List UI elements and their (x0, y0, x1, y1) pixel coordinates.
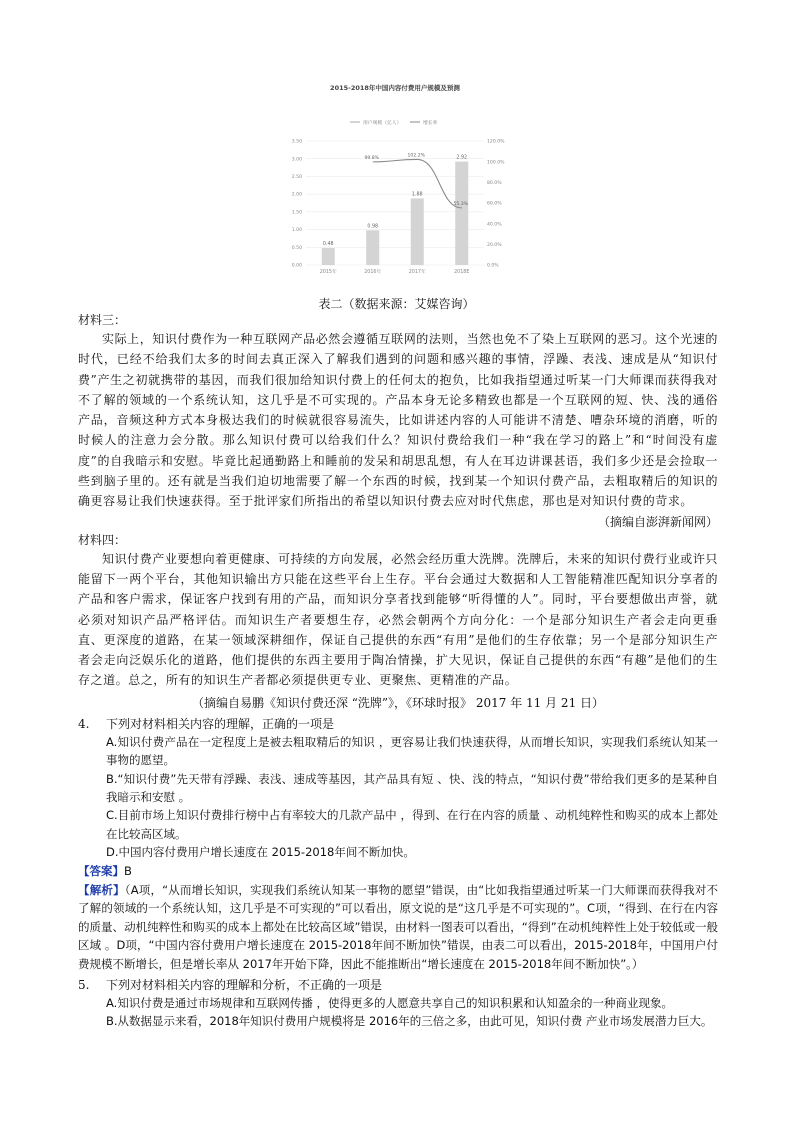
y-left-tick: 3.50 (291, 139, 302, 145)
question-5 (78, 976, 718, 1031)
y-right-tick: 0.0% (487, 263, 499, 269)
question-5-stem (78, 976, 718, 994)
y-left-tick: 1.50 (291, 210, 302, 216)
y-right-tick: 100.0% (487, 160, 505, 166)
analysis-label: 【解析】 (78, 882, 125, 897)
question-4-answer (78, 862, 718, 881)
bar-value-label: 0.98 (367, 224, 379, 230)
y-right-tick: 60.0% (487, 201, 502, 207)
question-4-text: 下列对材料相关内容的理解，正确的一项是 (106, 716, 335, 731)
bar-value-label: 2.92 (456, 155, 468, 161)
user-scale-chart (280, 78, 510, 283)
question-4-number: 4. (78, 716, 90, 731)
chart-figure (280, 78, 510, 283)
y-left-tick: 0.50 (291, 245, 302, 251)
x-tick-label: 2016年 (364, 270, 382, 275)
chart-legend (350, 119, 438, 126)
y-axis-right (487, 139, 505, 269)
question-4-option-a: A.知识付费产品在一定程度上是被去粗取精后的知识 ，更容易让我们快速获得，从而增长知识，实现我们系统认知某一事物的愿望。 (106, 734, 718, 768)
x-tick-label: 2018E (454, 270, 470, 275)
y-right-tick: 20.0% (487, 242, 502, 248)
y-left-tick: 2.50 (291, 175, 302, 181)
question-5-option-b: B.从数据显示来看，2018年知识付费用户规模将是 2016年的三倍之多，由此可见，知识付费 产业市场发展潜力巨大。 (106, 1013, 713, 1028)
bar-2016年 (366, 230, 379, 265)
material3-title: 材料三： (78, 313, 127, 327)
question-5-number: 5. (78, 977, 90, 992)
answer-label: 【答案】 (78, 863, 124, 878)
bar-value-label: 1.88 (411, 192, 423, 198)
legend-label-line: 增长率 (423, 121, 438, 126)
chart-bars (322, 155, 469, 265)
question-4-option-c: C.目前市场上知识付费排行榜中占有率较大的几款产品中 ，得到、在行在内容的质量 、动机纯粹性和购买的成本上都处在比较高区域。 (106, 808, 718, 841)
question-4-option-d: D.中国内容付费用户增长速度在 2015-2018年间不断加快。 (106, 845, 415, 860)
y-right-tick: 80.0% (487, 180, 502, 186)
question-4-analysis (78, 881, 718, 974)
x-tick-label: 2015年 (319, 270, 337, 275)
question-5-text: 下列对材料相关内容的理解和分析，不正确的一项是 (106, 977, 383, 992)
bar-2017年 (411, 198, 424, 265)
x-tick-label: 2017年 (408, 270, 426, 275)
material4-text: 知识付费产业要想向着更健康、可持续的方向发展，必然会经历重大洗牌。洗牌后，未来的知识付费行业或许只能留下一两个平台，其他知识输出方只能在这些平台上生存。平台会通过大数据和人工智能精准匹配知识分享者的产品和客户需求，保证客户找到有用的产品，而知识分享者找到能够“听得懂的人”。同时，平台要想做出声誉，就必须对知识产品严格评估。而知识生产者要想生存，必然会朝两个方向分化：一个是部分知识生产者会走向更垂直、更深度的道路，在某一领域深耕细作，保证自己提供的东西“有用”是他们的生存依靠；另一个是部分知识生产者会走向泛娱乐化的道路，他们提供的东西主要用于陶冶情操，扩大见识，保证自己提供的东西“有趣”是他们的生存之道。总之，所有的知识生产者都必须提供更专业、更聚焦、更精准的产品。 (78, 551, 718, 688)
chart-title: 2015-2018年中国内容付费用户规模及预测 (330, 84, 460, 92)
y-right-tick: 40.0% (487, 222, 502, 228)
analysis-text: （A项，“从而增长知识，实现我们系统认知某一事物的愿望”错误，由“比如我指望通过听某一门大师课而获得我对不了解的领域的一个系统认知，这几乎是不可实现的”可以看出，原文说的是“这几乎是不可实现的”。C项，“得到、在行在内容的质量、动机纯粹性和购买的成本上都处在比较高区域”错误，由材料一图表可以看出，“得到”在动机纯粹性上处于较低或一般区域 。D项，“中国内容付费用户增长速度在 2015-2018年间不断加快”错误，由表二可以看出，2015-2018年，中国用户付费规模不断增长，但是增长率从 2017年开始下降，因此不能推断出“增长速度在 2015-2018年间不断加快”。） (78, 882, 719, 971)
growth-rate-label: 99.8% (364, 155, 380, 161)
y-axis-left (292, 139, 302, 269)
question-5-option-a: A.知识付费是通过市场规律和互联网传播 ，使得更多的人愿意共享自己的知识积累和认知盈余的一种商业现象。 (106, 995, 673, 1010)
growth-rate-label: 102.2% (407, 153, 426, 159)
document-body (78, 312, 718, 1030)
question-4 (78, 715, 718, 974)
y-left-tick: 3.00 (291, 157, 302, 163)
growth-rate-label: 55.3% (453, 201, 469, 207)
bar-2015年 (322, 248, 335, 265)
answer-value: B (124, 863, 132, 878)
x-axis-labels (320, 268, 470, 275)
y-left-tick: 0.00 (291, 263, 302, 269)
y-right-tick: 120.0% (487, 139, 505, 145)
legend-label-bars: 用户规模（亿人） (363, 121, 402, 126)
material4-source: （摘编自易鹏《知识付费还深 “洗牌”》，《环球时报》 2017 年 11 月 21 日） (191, 695, 605, 710)
bar-value-label: 0.48 (322, 241, 334, 247)
material3-text: 实际上，知识付费作为一种互联网产品必然会遵循互联网的法则，当然也免不了染上互联网的恶习。这个光速的时代，已经不给我们太多的时间去真正深入了解我们遇到的问题和感兴趣的事情，浮躁、表浅、速成是从“知识付费”产生之初就携带的基因，而我们很加给知识付费上的任何太的抱负，比如我指望通过听某一门大师课而获得我对不了解的领域的一个系统认知，这几乎是不可实现的。产品本身无论多精致也都是一个互联网的短、快、浅的通俗产品，音频这种方式本身极达我们的时候就很容易流失，比如讲述内容的人可能讲不清楚、嘈杂环境的消磨，听的时候人的注意力会分散。那么知识付费可以给我们什么？知识付费给我们一种“我在学习的路上”和“时间没有虚度”的自我暗示和安慰。毕竟比起通勤路上和睡前的发呆和胡思乱想，有人在耳边讲课甚语，我们多少还是会捡取一些到脑子里的。还有就是当我们迫切地需要了解一个东西的时候，找到某一个知识付费产品，去粗取精后的知识的确更容易让我们快速获得。至于批评家们所指出的希望以知识付费去应对时代焦虑，那也是对知识付费的苛求。 (78, 332, 718, 509)
y-left-tick: 1.00 (291, 228, 302, 234)
chart-caption: 表二（数据来源：艾媒咨询） (318, 297, 475, 311)
material4-title: 材料四： (78, 532, 127, 547)
y-left-tick: 2.00 (291, 192, 302, 198)
question-4-stem (78, 715, 718, 733)
bar-2018E (455, 162, 468, 265)
question-4-option-b: B.“知识付费”先天带有浮躁、表浅、速成等基因，其产品具有短 、快、浅的特点，“知识付费”带给我们更多的是某种自我暗示和安慰 。 (106, 771, 718, 804)
material3-source: （摘编自澎湃新闻网） (597, 514, 718, 529)
